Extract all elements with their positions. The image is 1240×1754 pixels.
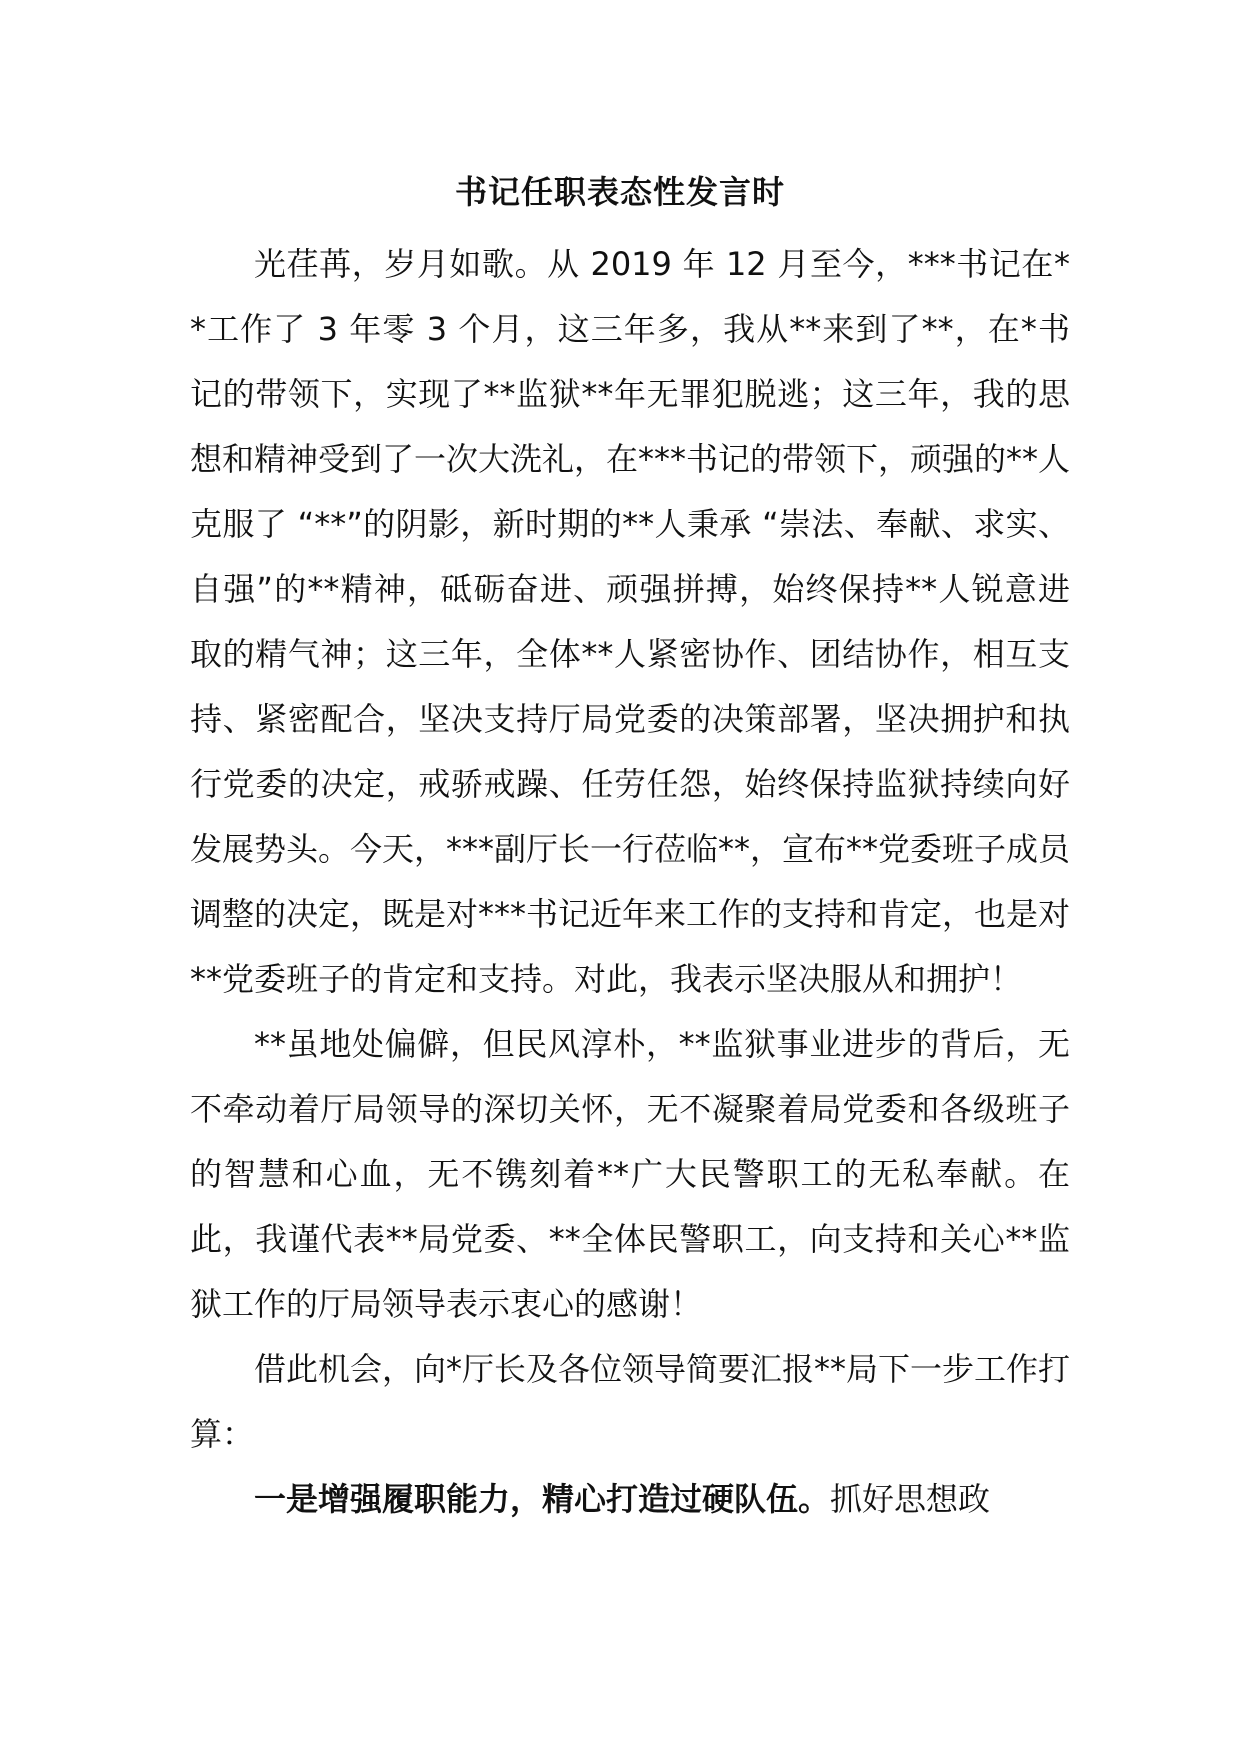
- document-body: [190, 232, 1070, 1532]
- paragraph-1: 光荏苒，岁月如歌。从 2019 年 12 月至今，***书记在**工作了 3 年零 3 个月，这三年多，我从**来到了**，在*书记的带领下，实现了**监狱**年无罪犯脱逃；这三年，我的思想和精神受到了一次大洗礼，在***书记的带领下，顽强的**人克服了 “**”的阴影，新时期的**人秉承 “崇法、奉献、求实、自强”的**精神，砥砺奋进、顽强拼搏，始终保持**人锐意进取的精气神；这三年，全体**人紧密协作、团结协作，相互支持、紧密配合，坚决支持厅局党委的决策部署，坚决拥护和执行党委的决定，戒骄戒躁、任劳任怨，始终保持监狱持续向好发展势头。今天，***副厅长一行莅临**，宣布**党委班子成员调整的决定，既是对***书记近年来工作的支持和肯定，也是对**党委班子的肯定和支持。对此，我表示坚决服从和拥护！: [190, 245, 1071, 998]
- paragraph-4-heading: 一是增强履职能力，精心打造过硬队伍。: [254, 1480, 831, 1518]
- paragraph-2: **虽地处偏僻，但民风淳朴，**监狱事业进步的背后，无不牵动着厅局领导的深切关怀，无不凝聚着局党委和各级班子的智慧和心血，无不镌刻着**广大民警职工的无私奉献。在此，我谨代表**局党委、**全体民警职工，向支持和关心**监狱工作的厅局领导表示衷心的感谢！: [190, 1025, 1070, 1323]
- paragraph-4-text: 抓好思想政: [830, 1480, 991, 1518]
- document-title: 书记任职表态性发言时: [454, 173, 785, 211]
- paragraph-4: [190, 1467, 1070, 1532]
- paragraph-3: 借此机会，向*厅长及各位领导简要汇报**局下一步工作打算：: [190, 1350, 1071, 1453]
